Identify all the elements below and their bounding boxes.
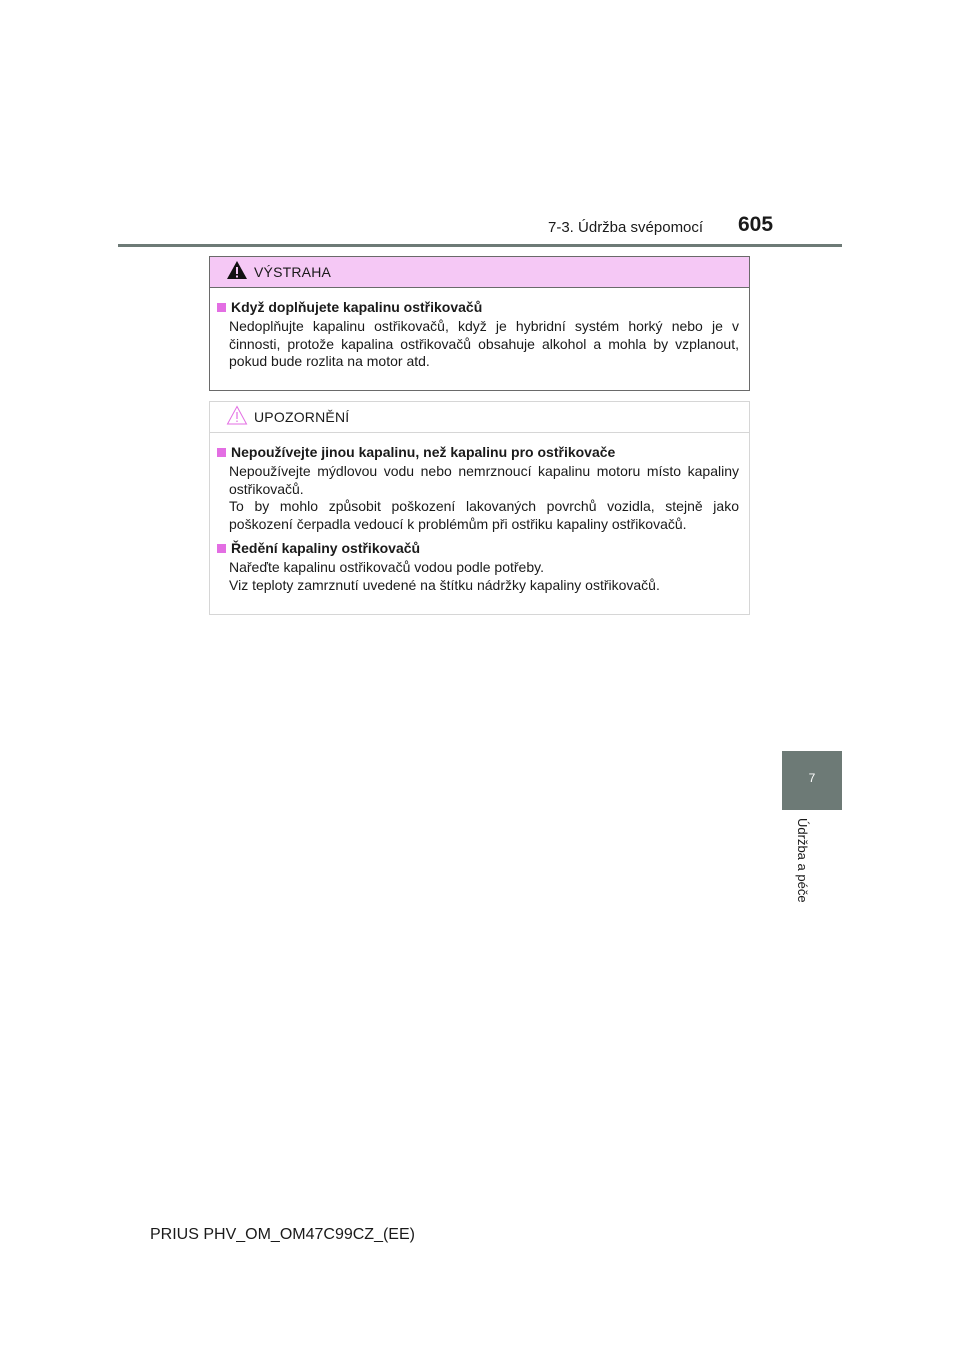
caution-item-text: To by mohlo způsobit poškození lakovaných povrchů vozidla, stejně jako poškození čerpadla vedoucí k problémům při ostřiku kapaliny ostřikovačů. [229, 498, 739, 532]
warning-triangle-filled-icon [226, 260, 248, 280]
caution-box-title: UPOZORNĚNÍ [254, 409, 350, 425]
bullet-square-icon [217, 303, 226, 312]
caution-box-body [210, 433, 749, 594]
bullet-square-icon [217, 448, 226, 457]
chapter-title: Údržba a péče [795, 818, 810, 903]
warning-item-text: Nedoplňujte kapalinu ostřikovačů, když je hybridní systém horký nebo je v činnosti, protože kapalina ostřikovačů obsahuje alkohol a mohla by vzplanout, pokud bude rozlita na motor atd. [229, 318, 739, 369]
bullet-square-icon [217, 544, 226, 553]
caution-item [217, 539, 739, 594]
warning-box-body [210, 288, 749, 371]
caution-item-title: Ředění kapaliny ostřikovačů [231, 540, 421, 556]
page-number: 605 [738, 213, 774, 236]
caution-item-title: Nepoužívejte jinou kapalinu, než kapalinu pro ostřikovače [231, 444, 616, 460]
caution-item-text: Nařeďte kapalinu ostřikovačů vodou podle potřeby. [229, 559, 544, 575]
chapter-tab [782, 751, 842, 810]
caution-box-header [210, 402, 749, 433]
warning-triangle-outline-icon [226, 405, 248, 425]
document-code: PRIUS PHV_OM_OM47C99CZ_(EE) [150, 1226, 415, 1243]
caution-box [209, 401, 750, 615]
warning-box [209, 256, 750, 391]
warning-box-title: VÝSTRAHA [254, 264, 332, 280]
warning-item [217, 298, 739, 371]
warning-box-header [210, 257, 749, 288]
header-divider [118, 244, 842, 247]
chapter-number: 7 [808, 771, 816, 785]
warning-item-title: Když doplňujete kapalinu ostřikovačů [231, 299, 483, 315]
caution-item [217, 443, 739, 533]
caution-item-text: Nepoužívejte mýdlovou vodu nebo nemrznoucí kapalinu motoru místo kapaliny ostřikovačů. [229, 463, 739, 497]
caution-item-text: Viz teploty zamrznutí uvedené na štítku nádržky kapaliny ostřikovačů. [229, 576, 660, 593]
section-title: 7-3. Údržba svépomocí [548, 219, 704, 236]
